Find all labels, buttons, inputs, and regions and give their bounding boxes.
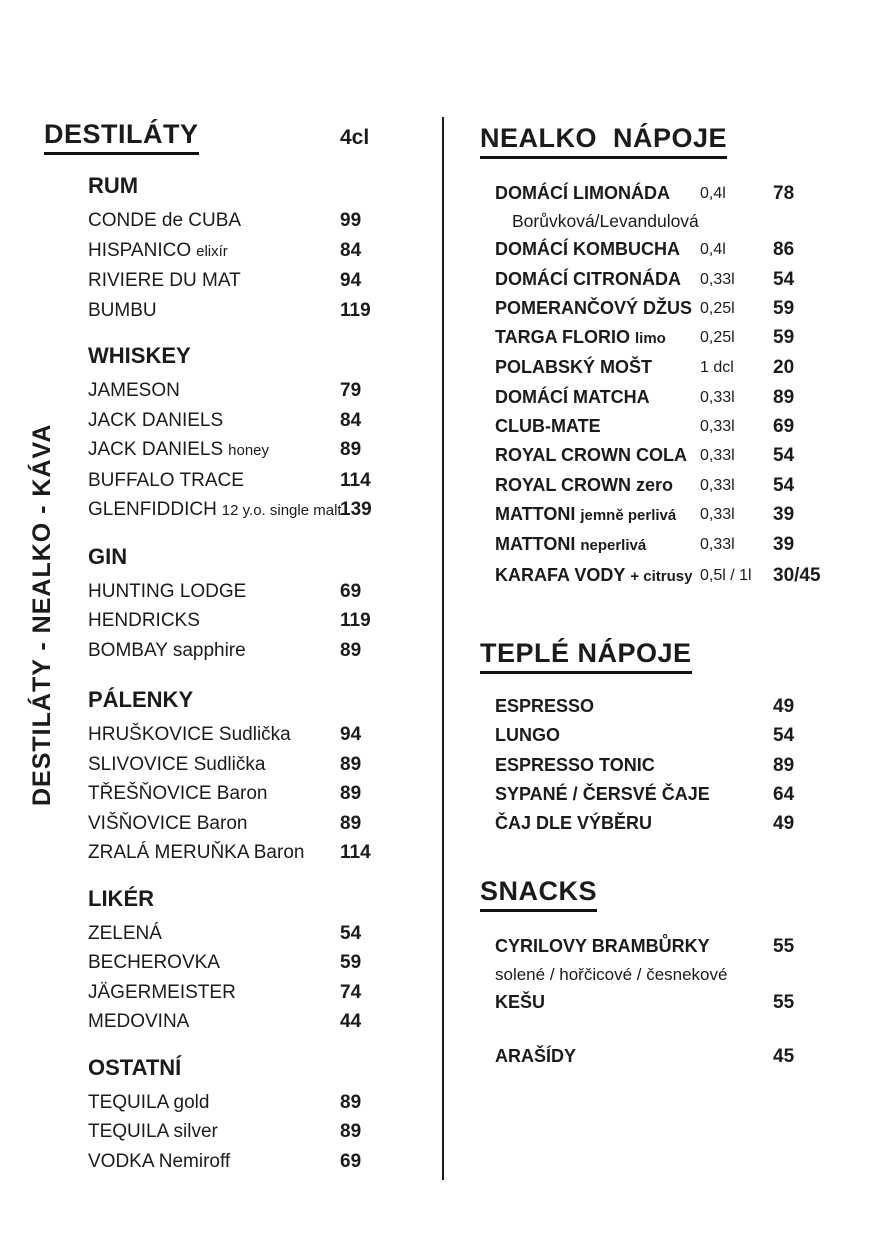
item-name-text: CONDE de CUBA [88,210,242,231]
item-price: 54 [773,725,795,747]
item-name [88,266,340,296]
item-name [495,441,700,470]
section-ostatni [44,1053,444,1177]
section-liker [44,884,444,1037]
menu-item [44,809,444,839]
spirits-header [44,118,444,155]
section-whiskey [44,341,444,526]
item-name [88,978,340,1008]
item-name-text: LUNGO [495,725,560,746]
item-name-text: DOMÁCÍ LIMONÁDA [495,183,670,203]
menu-item [44,779,444,809]
item-price: 54 [773,474,795,496]
item-name-text: GLENFIDDICH [88,499,217,520]
item-note: solené / hořčicové / česnekové [495,965,728,985]
item-price: 89 [340,812,362,834]
item-name [88,750,340,780]
item-price: 89 [340,639,362,661]
item-name [495,353,700,382]
item-volume: 0,33l [700,418,735,436]
item-price: 74 [340,981,362,1003]
item-name-text: ČAJ DLE VÝBĚRU [495,813,653,834]
menu-item [44,296,444,326]
item-name [88,577,340,607]
menu-item [44,1117,444,1147]
item-name [495,721,773,750]
nealko-title: NEALKO NÁPOJE [480,122,727,159]
item-price: 45 [773,1045,795,1067]
item-price: 49 [773,695,795,717]
item-name-text: KEŠU [495,992,546,1013]
menu-item [480,265,874,294]
item-name-text: DOMÁCÍ KOMBUCHA [495,239,680,260]
menu-item [44,720,444,750]
item-suffix: neperlivá [580,537,647,555]
menu-item [44,376,444,406]
item-price: 69 [340,1150,362,1172]
item-name-text: CLUB-MATE [495,416,601,437]
item-price: 86 [773,239,795,261]
item-name-text: HUNTING LODGE [88,580,247,602]
item-name-text: MATTONI [495,503,576,524]
item-price: 119 [340,610,371,631]
item-name-text: ARAŠÍDY [495,1045,577,1066]
item-name [88,435,340,466]
menu-item [480,692,874,721]
snacks-title: SNACKS [480,875,597,912]
menu-item [44,1088,444,1118]
item-name [88,296,340,326]
item-name-text: HRUŠKOVICE Sudlička [88,724,291,745]
menu-item [44,606,444,636]
section-title: PÁLENKY [88,687,194,712]
item-name [495,179,700,208]
item-name [88,606,340,636]
item-volume: 0,33l [700,476,735,494]
item-price: 69 [340,580,362,602]
item-suffix: 12 y.o. single malt [221,502,342,519]
item-name [495,561,700,591]
item-name-text: BUFFALO TRACE [88,469,244,491]
item-volume: 0,5l / 1l [700,566,752,584]
menu-item [480,323,874,353]
item-suffix: jemně perlivá [580,506,677,524]
item-volume: 0,33l [700,505,735,523]
item-name-text: JACK DANIELS [88,409,224,431]
menu-item [480,353,874,382]
item-name-text: POLABSKÝ MOŠT [495,357,653,378]
item-name [495,780,773,809]
teple-items [480,692,874,839]
menu-item [480,721,874,750]
menu-item [480,780,874,809]
item-volume: 0,25l [700,299,735,317]
item-volume: 0,4l [700,185,726,202]
item-name-text: TEQUILA silver [88,1121,218,1142]
item-price: 59 [773,327,795,349]
item-price: 89 [773,386,795,408]
item-name [495,692,773,721]
item-name-text: BUMBU [88,299,157,321]
item-name-text: BOMBAY sapphire [88,639,246,661]
item-price: 119 [340,299,371,321]
menu-item [480,530,874,560]
item-price: 20 [773,357,795,379]
item-name-text: ESPRESSO [495,695,595,716]
item-volume: 0,33l [700,536,735,554]
item-name [88,376,340,406]
menu-item [44,206,444,236]
item-price: 39 [773,503,795,525]
item-name-text: TEQUILA gold [88,1091,210,1113]
item-price: 99 [340,210,362,231]
menu-item [44,978,444,1008]
menu-item [480,235,874,264]
item-name-text: SYPANÉ / ČERSVÉ ČAJE [495,784,710,805]
item-name-text: VIŠŇOVICE Baron [88,812,248,834]
item-price: 114 [340,469,371,491]
item-name [88,779,340,809]
item-name-text: VODKA Nemiroff [88,1150,231,1172]
item-name [495,294,700,323]
item-price: 54 [340,922,362,944]
item-name-text: MATTONI [495,534,576,555]
menu-item [44,435,444,466]
item-price: 54 [773,445,795,467]
drinks-column [480,122,874,1071]
item-price: 114 [340,842,371,863]
item-price: 89 [340,783,362,804]
section-title: LIKÉR [88,885,154,911]
item-name-text: RIVIERE DU MAT [88,270,241,291]
item-name-text: SLIVOVICE Sudlička [88,753,266,775]
menu-item [44,750,444,780]
nealko-section [480,122,874,591]
item-name-text: JÄGERMEISTER [88,981,236,1003]
item-name [495,235,700,264]
spirits-unit-label: 4cl [340,126,370,149]
item-name [495,932,773,961]
menu-item [44,1007,444,1037]
item-price: 89 [773,754,795,776]
item-price: 49 [773,813,795,835]
menu-item [44,266,444,296]
item-price: 78 [773,183,795,204]
item-name-text: CYRILOVY BRAMBŮRKY [495,935,710,956]
item-name [88,720,340,750]
item-name-text: HISPANICO [88,239,192,261]
item-name [88,919,340,949]
item-price: 89 [340,1121,362,1142]
teple-section [480,637,874,839]
item-name [495,383,700,412]
menu-item [44,948,444,978]
item-name-text: JACK DANIELS [88,439,224,460]
menu-item [480,471,874,500]
item-price: 79 [340,380,362,401]
item-name-text: ZELENÁ [88,922,162,944]
item-name-text: HENDRICKS [88,610,200,631]
item-price: 89 [340,753,362,775]
item-price: 84 [340,239,362,261]
item-name-text: JAMESON [88,380,180,401]
spirits-column [44,118,444,1176]
snacks-items [480,932,874,1071]
item-name [88,838,340,868]
teple-title: TEPLÉ NÁPOJE [480,637,692,674]
menu-item [44,236,444,267]
section-gin [44,542,444,666]
menu-item [44,636,444,666]
item-suffix: limo [634,330,666,348]
item-name [495,751,773,780]
item-name [495,1042,773,1071]
section-title: GIN [88,543,128,569]
menu-item [44,577,444,607]
item-volume: 0,33l [700,388,735,406]
spirits-title: DESTILÁTY [44,118,199,155]
item-price: 44 [340,1011,362,1032]
item-name [88,1007,340,1037]
item-name [88,1147,340,1177]
item-suffix: honey [228,442,270,459]
section-title: RUM [88,173,139,198]
menu-item [480,1042,874,1071]
item-volume: 0,33l [700,270,735,288]
section-title: WHISKEY [88,343,191,368]
menu-item [480,809,874,838]
item-name [495,809,773,838]
menu-item [44,495,444,526]
item-price: 39 [773,534,795,556]
menu-item [44,1147,444,1177]
menu-item [480,294,874,323]
item-price: 54 [773,268,795,290]
item-name [495,471,700,500]
item-price: 55 [773,935,795,957]
item-name [495,530,700,560]
nealko-items [480,179,874,591]
menu-item [480,500,874,530]
menu-item [480,383,874,412]
item-name-text: ZRALÁ MERUŇKA Baron [88,842,305,863]
section-palenky [44,685,444,868]
item-price: 139 [340,499,372,520]
item-price: 94 [340,270,362,291]
item-name [495,988,773,1017]
item-price: 94 [340,724,362,745]
item-note: Borůvková/Levandulová [512,211,699,232]
menu-item [480,412,874,441]
item-name [88,466,340,496]
menu-item [44,838,444,868]
item-name [88,406,340,436]
section-rum [44,171,444,325]
item-price: 89 [340,439,362,460]
menu-item [44,919,444,949]
item-price: 64 [773,784,795,806]
item-name [495,323,700,353]
item-price: 30/45 [773,564,821,586]
item-price: 55 [773,992,795,1014]
snacks-section [480,875,874,1071]
item-name [495,265,700,294]
item-name [88,948,340,978]
item-price: 59 [773,297,795,319]
menu-item [44,466,444,496]
item-name-text: BECHEROVKA [88,952,220,973]
menu-item [480,179,874,208]
item-name [88,809,340,839]
item-name [88,236,340,267]
item-name-text: ROYAL CROWN COLA [495,445,688,466]
item-name [88,495,340,526]
item-price: 69 [773,416,795,438]
item-name [88,1117,340,1147]
item-suffix: + citrusy [630,567,693,585]
menu-item [480,561,874,591]
item-name-text: ROYAL CROWN zero [495,474,674,495]
item-name [495,412,700,441]
item-name [88,206,340,236]
item-price: 89 [340,1091,362,1113]
item-price: 84 [340,409,362,431]
item-suffix: elixír [196,242,228,260]
menu-item [480,988,874,1017]
side-vertical-label: DESTILÁTY - NEALKO - KÁVA [28,423,56,806]
menu-item [480,441,874,470]
menu-item [480,932,874,961]
menu-item [44,406,444,436]
item-volume: 0,33l [700,447,735,465]
item-volume: 0,25l [700,329,735,347]
item-name-text: DOMÁCÍ MATCHA [495,386,650,407]
item-name-text: ESPRESSO TONIC [495,754,655,775]
item-name-text: MEDOVINA [88,1011,190,1032]
item-volume: 1 dcl [700,359,734,377]
item-name-text: POMERANČOVÝ DŽUS [495,297,693,318]
item-price: 59 [340,952,362,973]
item-name-text: KARAFA VODY [495,564,626,585]
item-name [88,636,340,666]
section-title: OSTATNÍ [88,1054,182,1080]
item-name [88,1088,340,1118]
item-name-text: TŘEŠŇOVICE Baron [88,783,268,804]
item-name-text: TARGA FLORIO [495,327,630,348]
item-name [495,500,700,530]
menu-item [480,751,874,780]
item-volume: 0,4l [700,241,726,259]
item-name-text: DOMÁCÍ CITRONÁDA [495,268,681,289]
